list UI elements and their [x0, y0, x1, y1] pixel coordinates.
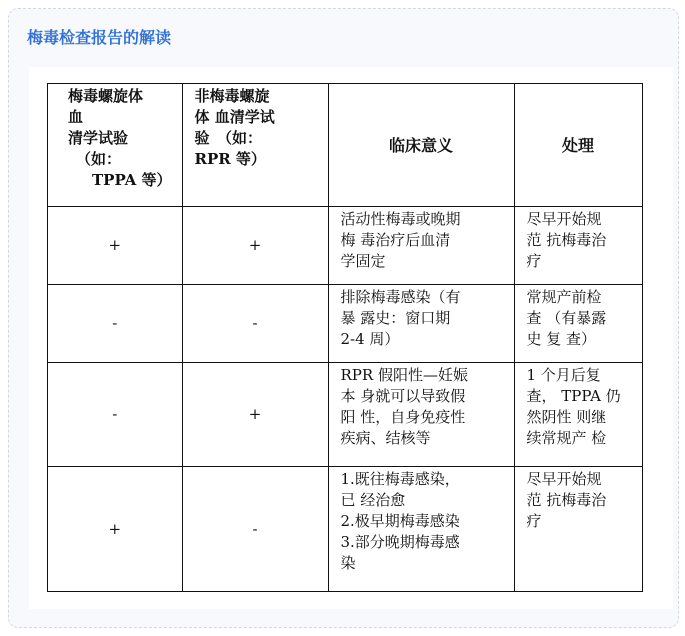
report-image — [29, 67, 673, 609]
header-treponemal-test: 梅毒螺旋体 血 清学试验 （如： TPPA 等） — [48, 84, 183, 207]
tppa-result: + — [48, 207, 183, 285]
rpr-result: - — [182, 467, 328, 592]
table-row — [48, 285, 643, 363]
clinical-meaning-cell: 排除梅毒感染（有 暴 露史：窗口期 2-4 周） — [328, 285, 514, 363]
clinical-meaning-cell: 1.既往梅毒感染， 已 经治愈 2.极早期梅毒感染 3.部分晚期梅毒感 染 — [328, 467, 514, 592]
tppa-result: - — [48, 285, 183, 363]
rpr-result: + — [182, 363, 328, 467]
header-action: 处理 — [514, 84, 642, 207]
header-nontreponemal-test: 非梅毒螺旋 体 血清学试 验 （如： RPR 等） — [182, 84, 328, 207]
header-clinical-meaning: 临床意义 — [328, 84, 514, 207]
rpr-result: + — [182, 207, 328, 285]
clinical-meaning-cell: 活动性梅毒或晚期 梅 毒治疗后血清 学固定 — [328, 207, 514, 285]
tppa-result: + — [48, 467, 183, 592]
action-cell: 尽早开始规 范 抗梅毒治 疗 — [514, 207, 642, 285]
table-row — [48, 467, 643, 592]
action-cell: 1 个月后复 查， TPPA 仍 然阴性 则继 续常规产 检 — [514, 363, 642, 467]
table-row — [48, 363, 643, 467]
table-row — [48, 207, 643, 285]
table-header-row — [48, 84, 643, 207]
action-cell: 尽早开始规 范 抗梅毒治 疗 — [514, 467, 642, 592]
action-cell: 常规产前检 查 （有暴露 史 复 查） — [514, 285, 642, 363]
clinical-meaning-cell: RPR 假阳性—妊娠 本 身就可以导致假 阳 性，自身免疫性 疾病、结核等 — [328, 363, 514, 467]
syphilis-report-table — [47, 83, 643, 592]
tppa-result: - — [48, 363, 183, 467]
rpr-result: - — [182, 285, 328, 363]
article-card — [8, 8, 679, 628]
article-title: 梅毒检查报告的解读 — [27, 28, 172, 47]
